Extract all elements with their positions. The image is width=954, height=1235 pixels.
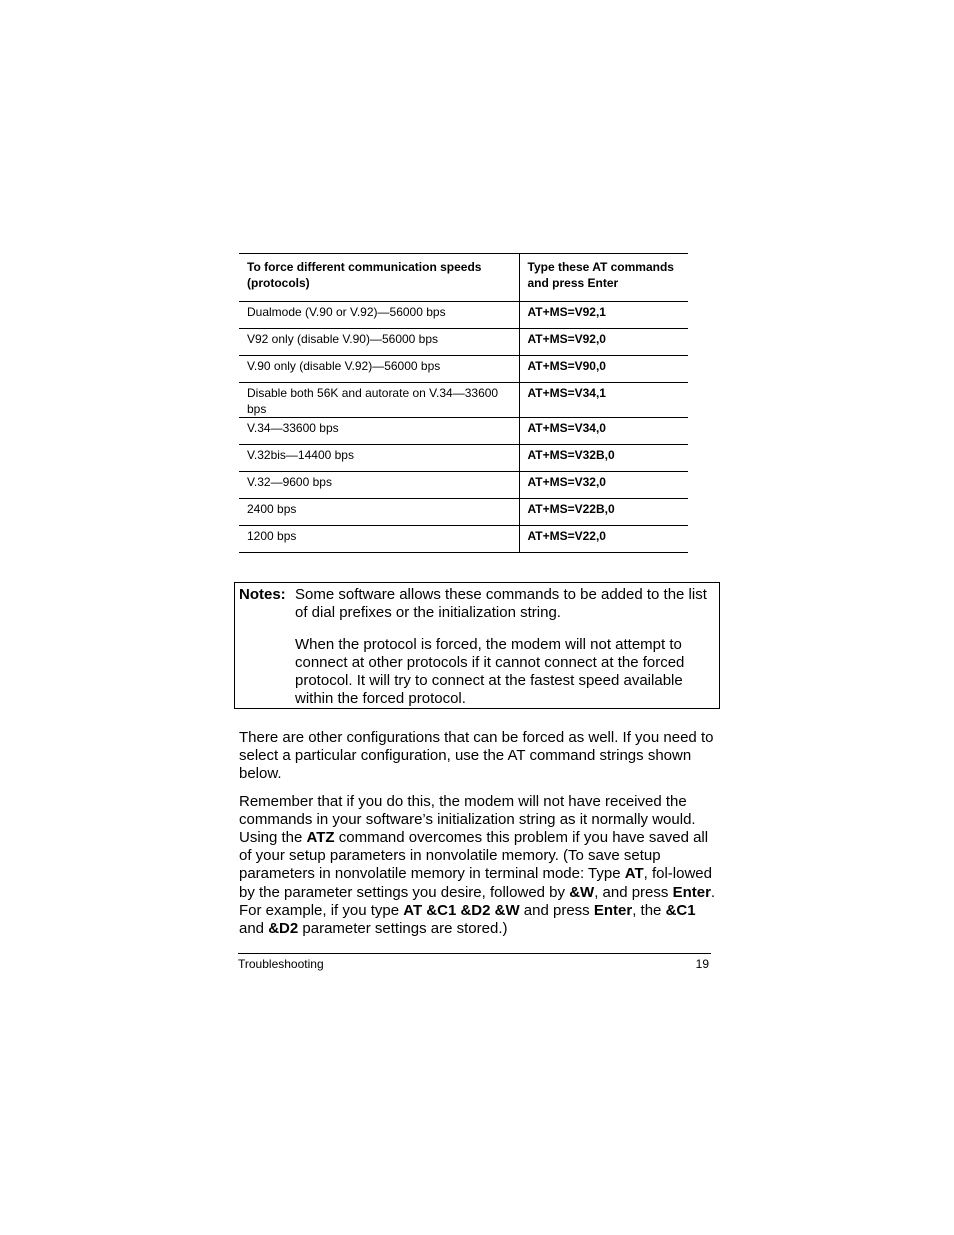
header-commands: Type these AT commands and press Enter — [519, 254, 688, 302]
protocol-command-table — [239, 253, 688, 553]
table-header-row — [239, 254, 688, 302]
command-cell: AT+MS=V90,0 — [519, 356, 688, 383]
command-cell: AT+MS=V34,0 — [519, 418, 688, 445]
body-text — [239, 729, 719, 947]
text-run: , fol-lowed by the parameter settings you desire, followed by — [239, 865, 712, 901]
protocol-cell: 2400 bps — [239, 499, 519, 526]
command-cell: AT+MS=V32,0 — [519, 472, 688, 499]
notes-label: Notes: — [239, 586, 286, 603]
command-w: &W — [569, 883, 595, 901]
table-row — [239, 526, 688, 553]
command-cell: AT+MS=V92,1 — [519, 302, 688, 329]
protocol-cell: 1200 bps — [239, 526, 519, 553]
command-cell: AT+MS=V34,1 — [519, 383, 688, 418]
protocol-cell: Dualmode (V.90 or V.92)—56000 bps — [239, 302, 519, 329]
notes-paragraph-1: Some software allows these commands to be added to the list of dial prefixes or the initialization string. — [295, 586, 707, 621]
protocol-cell: Disable both 56K and autorate on V.34—33600 bps — [239, 383, 519, 418]
text-run: , and press — [594, 883, 673, 901]
footer-page-number: 19 — [695, 957, 709, 971]
command-atz: ATZ — [306, 829, 335, 847]
protocol-cell: V.32—9600 bps — [239, 472, 519, 499]
text-run: Remember that if you do this, the modem will not have received the commands in your software’s initialization string as it normally would. Using the — [239, 792, 696, 847]
notes-box — [234, 582, 720, 709]
table-body — [239, 302, 688, 553]
protocol-cell: V.90 only (disable V.92)—56000 bps — [239, 356, 519, 383]
protocol-cell: V.32bis—14400 bps — [239, 445, 519, 472]
command-cell: AT+MS=V22,0 — [519, 526, 688, 553]
command-at: AT — [624, 865, 644, 883]
table-row — [239, 383, 688, 418]
text-run: parameter settings are stored.) — [298, 920, 508, 938]
text-run: and press — [519, 901, 594, 919]
text-run: command overcomes this problem if you have saved all of your setup parameters in nonvolatile memory. (To save setup parameters in nonvolatile memory in terminal mode: Type — [239, 829, 709, 883]
body-paragraph-2 — [239, 793, 719, 939]
table-row — [239, 329, 688, 356]
body-paragraph-1: There are other configurations that can be forced as well. If you need to select a particular configuration, use the AT command strings shown below. — [239, 729, 714, 783]
footer-rule — [238, 953, 711, 954]
notes-paragraph-2: When the protocol is forced, the modem will not attempt to connect at other protocols if it cannot connect at the forced protocol. It will try to connect at the fastest speed available within the forced protocol. — [295, 636, 685, 707]
command-c1: &C1 — [665, 901, 696, 919]
text-run: , the — [632, 901, 666, 919]
table-row — [239, 418, 688, 445]
protocol-cell: V.34—33600 bps — [239, 418, 519, 445]
table-row — [239, 356, 688, 383]
footer-section-title: Troubleshooting — [238, 957, 324, 971]
command-example: AT &C1 &D2 &W — [403, 901, 520, 919]
command-cell: AT+MS=V92,0 — [519, 329, 688, 356]
notes-text — [295, 586, 707, 722]
key-enter: Enter — [593, 901, 633, 919]
command-cell: AT+MS=V32B,0 — [519, 445, 688, 472]
header-protocols: To force different communication speeds (protocols) — [239, 254, 519, 302]
key-enter: Enter — [672, 883, 711, 901]
table-row — [239, 499, 688, 526]
table-row — [239, 472, 688, 499]
protocol-cell: V92 only (disable V.90)—56000 bps — [239, 329, 519, 356]
table-row — [239, 445, 688, 472]
text-run: and — [239, 920, 269, 938]
table-row — [239, 302, 688, 329]
command-d2: &D2 — [268, 920, 299, 938]
protocol-command-table-container — [239, 253, 688, 553]
text-run: . For example, if you type — [239, 883, 716, 919]
command-cell: AT+MS=V22B,0 — [519, 499, 688, 526]
